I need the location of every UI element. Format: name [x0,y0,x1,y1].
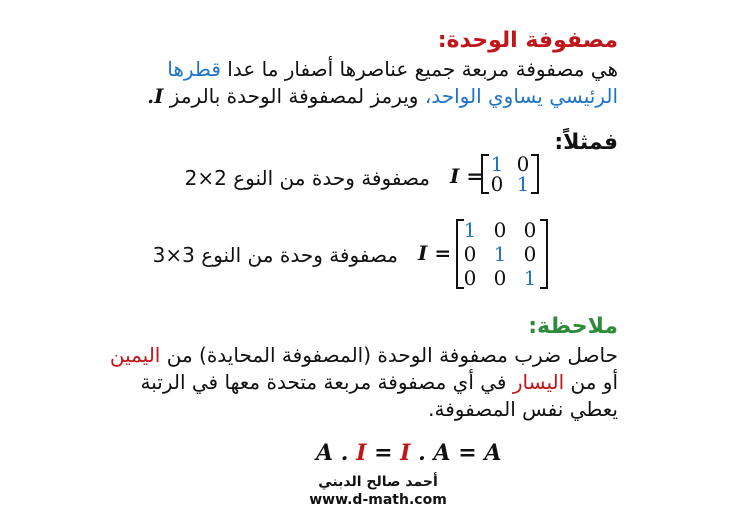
matrix-cell: 0 [493,218,507,242]
identity-symbol: I. [147,84,164,108]
eq-identity: I [400,440,411,466]
matrix-cell: 0 [516,152,530,176]
eq-identity: I [356,440,367,466]
example-1-text: مصفوفة وحدة من النوع 2×2 [184,166,430,190]
eq-term: A [433,440,451,466]
matrix-cell: 1 [516,172,530,196]
eq-equals: = [374,440,393,466]
example-2-text: مصفوفة وحدة من النوع 3×3 [152,243,398,267]
note-highlight: اليمين [109,343,161,367]
eq-dot: . [340,440,349,466]
definition-highlight: قطرها [167,57,221,81]
definition-line-1 [167,56,618,83]
eq-term: A [316,440,334,466]
note-line-1 [110,342,618,369]
note-highlight: اليسار [512,370,565,394]
matrix-cell: 0 [523,218,537,242]
definition-text: ويرمز لمصفوفة الوحدة بالرمز [169,84,419,108]
matrix-cell: 0 [463,266,477,290]
eq-equals: = [458,440,477,466]
matrix-cell: 0 [463,242,477,266]
definition-highlight: الرئيسي يساوي الواحد، [424,84,618,108]
eq-term: A [484,440,502,466]
note-text: في أي مصفوفة مربعة متحدة معها في الرتبة [140,370,507,394]
eq-dot: . [418,440,426,466]
matrix-cell: 1 [523,266,537,290]
identity-equation [316,440,501,466]
note-line-3: يعطي نفس المصفوفة. [428,397,618,421]
matrix-cell: 1 [463,218,477,242]
matrix-cell: 1 [490,152,504,176]
matrix-cell: 0 [493,266,507,290]
author-name: أحمد صالح الدبني [318,474,438,490]
example-1-symbol: I = [450,164,484,188]
definition-line-2 [147,83,618,110]
matrix-cell: 1 [493,242,507,266]
note-text: حاصل ضرب مصفوفة الوحدة (المصفوفة المحايدة) من [166,343,618,367]
matrix-cell: 0 [523,242,537,266]
example-2-symbol: I = [418,241,452,265]
note-text: أو من [570,370,618,394]
section-heading: مصفوفة الوحدة: [437,28,618,53]
definition-text: هي مصفوفة مربعة جميع عناصرها أصفار ما عدا [227,57,618,81]
matrix-2x2 [481,154,539,194]
note-heading: ملاحظة: [528,314,618,339]
note-line-2 [141,369,618,396]
example-heading: فمثلاً: [554,130,618,155]
matrix-cell: 0 [490,172,504,196]
website-text: www.d-math.com [309,492,447,508]
matrix-3x3 [456,219,548,289]
